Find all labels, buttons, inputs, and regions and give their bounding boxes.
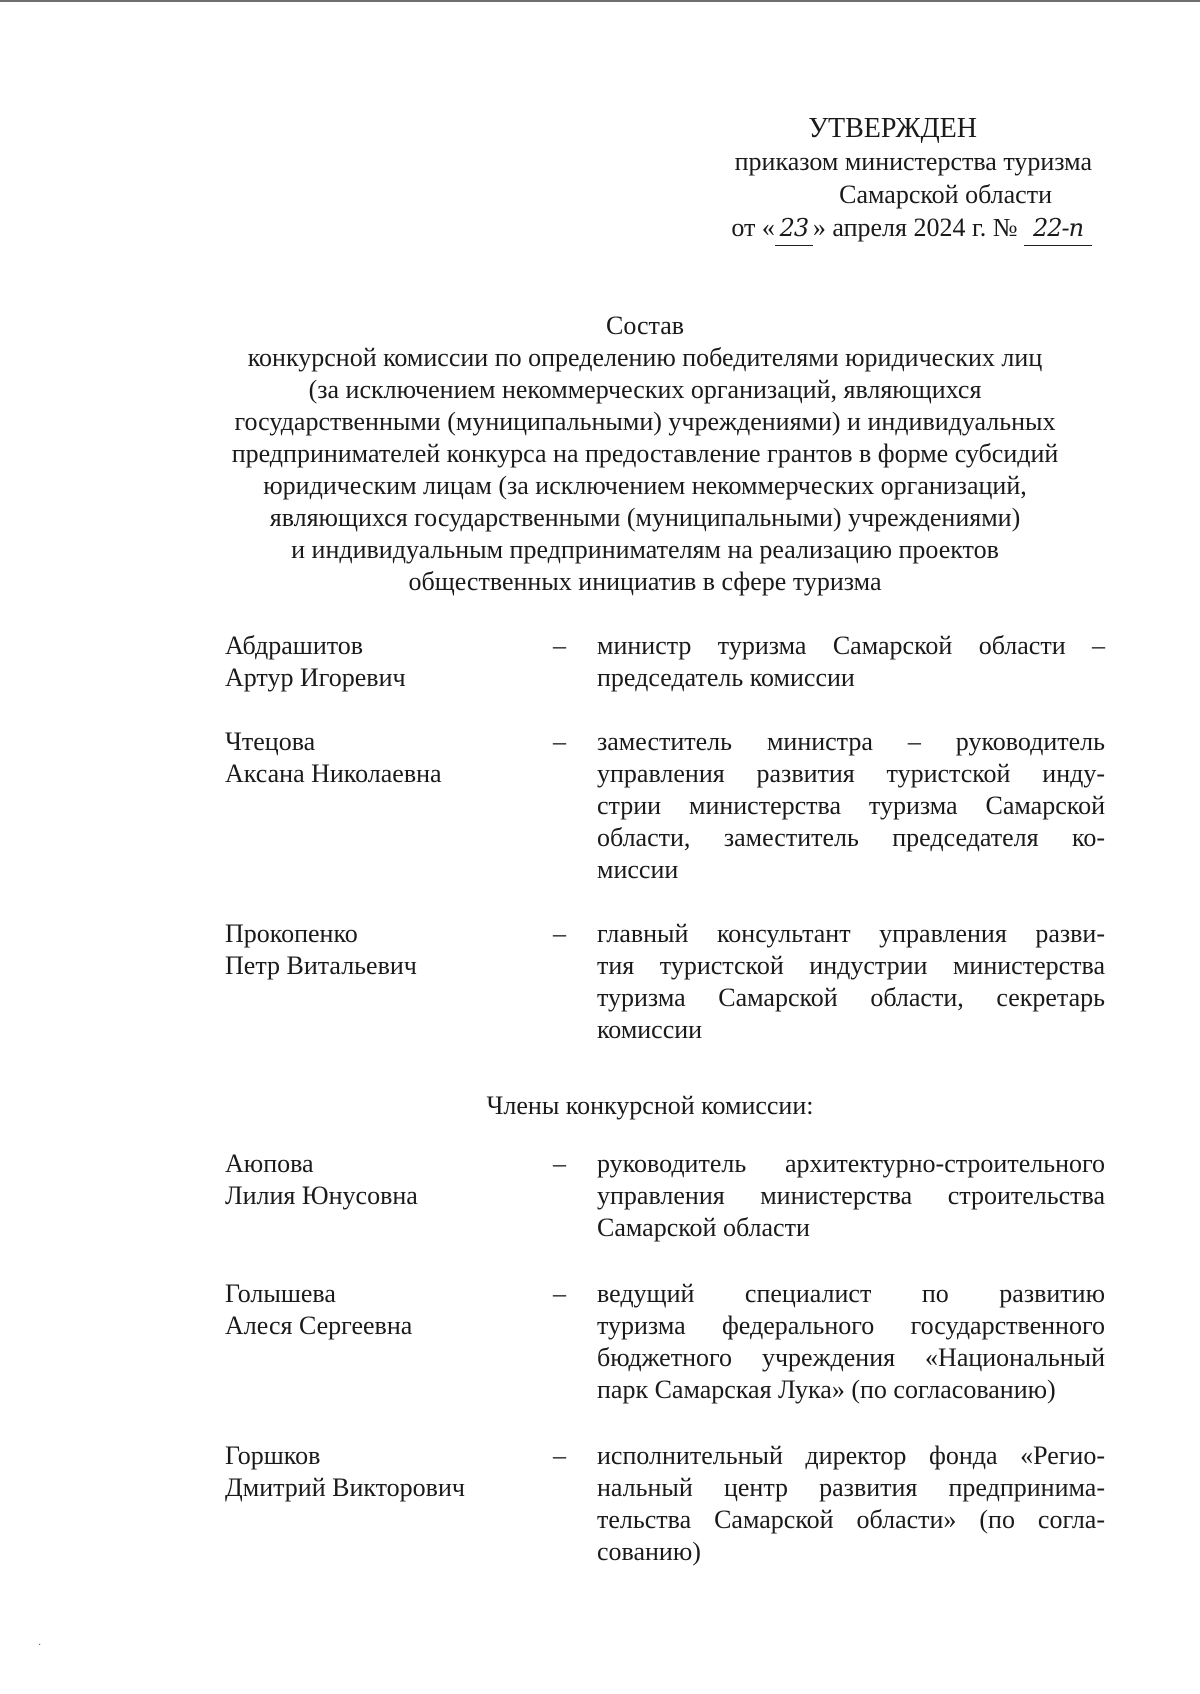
person-name <box>225 726 555 790</box>
title-line: (за исключением некоммерческих организаций, являющихся <box>308 375 982 404</box>
role-line: председатель комиссии <box>597 663 855 692</box>
role-line: ведущий специалист по развитию <box>597 1279 1105 1308</box>
entry-dash: – <box>553 727 566 756</box>
handwritten-day: 23 <box>775 212 813 246</box>
members-heading: Члены конкурсной комиссии: <box>486 1091 814 1120</box>
role-line: стрии министерства туризма Самарской <box>597 791 1105 820</box>
person-name <box>225 630 555 694</box>
handwritten-order-number: 22-п <box>1024 212 1092 246</box>
person-surname: Голышева <box>225 1279 336 1308</box>
person-name <box>225 1440 555 1504</box>
title-line: государственными (муниципальными) учреждениями) и индивидуальных <box>234 407 1056 436</box>
title-line: и индивидуальным предпринимателям на реализацию проектов <box>291 535 999 564</box>
person-given-name: Алеся Сергеевна <box>225 1311 413 1340</box>
person-surname: Чтецова <box>225 727 316 756</box>
title-line: конкурсной комиссии по определению победителями юридических лиц <box>247 343 1043 372</box>
scan-speck: · <box>38 1640 42 1651</box>
approval-region: Самарской области <box>839 180 1052 209</box>
approval-stamp: УТВЕРЖДЕН <box>808 113 977 144</box>
person-role <box>597 918 1105 1046</box>
person-given-name: Лилия Юнусовна <box>225 1181 418 1210</box>
page-top-border <box>0 0 1200 2</box>
role-line: тельства Самарской области» (по согла- <box>597 1505 1105 1534</box>
entry-dash: – <box>553 1149 566 1178</box>
role-line: тия туристской индустрии министерства <box>597 951 1105 980</box>
person-name <box>225 1148 555 1212</box>
role-line: комиссии <box>597 1015 703 1044</box>
date-prefix: от « <box>731 213 775 242</box>
role-line: бюджетного учреждения «Национальный <box>597 1343 1105 1372</box>
date-middle: » апреля 2024 г. № <box>812 213 1018 242</box>
approval-block <box>612 112 1092 246</box>
person-given-name: Аксана Николаевна <box>225 759 442 788</box>
approval-order-date <box>612 211 1092 246</box>
role-line: нальный центр развития предпринима- <box>597 1473 1105 1502</box>
title-line: предпринимателей конкурса на предоставление грантов в форме субсидий <box>231 439 1059 468</box>
role-line: главный консультант управления разви- <box>597 919 1105 948</box>
person-given-name: Петр Витальевич <box>225 951 417 980</box>
role-line: министр туризма Самарской области – <box>597 631 1105 660</box>
person-given-name: Дмитрий Викторович <box>225 1473 465 1502</box>
person-given-name: Артур Игоревич <box>225 663 406 692</box>
entry-dash: – <box>553 631 566 660</box>
person-name <box>225 918 555 982</box>
role-line: управления министерства строительства <box>597 1181 1105 1210</box>
person-surname: Горшков <box>225 1441 321 1470</box>
role-line: миссии <box>597 855 679 884</box>
entry-dash: – <box>553 1441 566 1470</box>
person-surname: Абдрашитов <box>225 631 364 660</box>
person-name <box>225 1278 555 1342</box>
approval-order-by: приказом министерства туризма <box>734 147 1092 176</box>
role-line: заместитель министра – руководитель <box>597 727 1105 756</box>
role-line: туризма Самарской области, секретарь <box>597 983 1105 1012</box>
role-line: исполнительный директор фонда «Регио- <box>597 1441 1105 1470</box>
role-line: Самарской области <box>597 1213 810 1242</box>
title-line: являющихся государственными (муниципальными) учреждениями) <box>269 503 1021 532</box>
role-line: сованию) <box>597 1537 701 1566</box>
person-surname: Прокопенко <box>225 919 358 948</box>
title-heading: Состав <box>605 311 685 340</box>
role-line: области, заместитель председателя ко- <box>597 823 1105 852</box>
title-line: юридическим лицам (за исключением некоммерческих организаций, <box>263 471 1027 500</box>
person-role <box>597 630 1105 694</box>
person-role <box>597 1440 1105 1568</box>
entry-dash: – <box>553 1279 566 1308</box>
person-role <box>597 1278 1105 1406</box>
role-line: туризма федерального государственного <box>597 1311 1105 1340</box>
person-role <box>597 1148 1105 1244</box>
document-title <box>150 310 1140 598</box>
person-role <box>597 726 1105 886</box>
role-line: управления развития туристской инду- <box>597 759 1105 788</box>
entry-dash: – <box>553 919 566 948</box>
role-line: парк Самарская Лука» (по согласованию) <box>597 1375 1056 1404</box>
title-line: общественных инициатив в сфере туризма <box>408 567 882 596</box>
person-surname: Аюпова <box>225 1149 314 1178</box>
role-line: руководитель архитектурно-строительного <box>597 1149 1105 1178</box>
